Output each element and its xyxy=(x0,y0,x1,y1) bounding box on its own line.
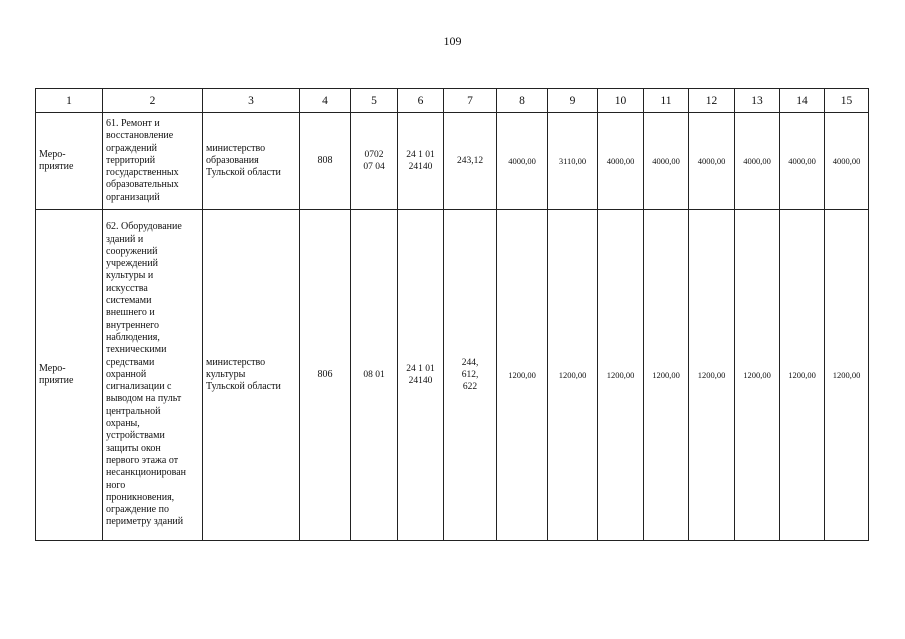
value-cell: 1200,00 xyxy=(780,210,825,541)
table-row xyxy=(36,113,869,210)
measure-name-cell xyxy=(103,113,203,210)
vr-cell: 244, 612, 622 xyxy=(444,210,497,541)
value-cell: 4000,00 xyxy=(497,113,548,210)
executor-text: министерство культуры Тульской области xyxy=(206,356,281,393)
column-header: 4 xyxy=(300,89,351,113)
vr-cell: 243,12 xyxy=(444,113,497,210)
measure-name-cell xyxy=(103,210,203,541)
column-header: 15 xyxy=(825,89,869,113)
measure-name-text: 61. Ремонт и восстановление ограждений территорий государственных образовательных организаций xyxy=(106,117,179,203)
measure-name-text: 62. Оборудование зданий и сооружений учреждений культуры и искусства системами внешнего и внутреннего наблюдения, техническими средствами охранной сигнализации с выводом на пульт центральной охраны, устройствами защиты окон первого этажа от несанкционирован ного проникновения, ограждение по периметру зданий xyxy=(106,221,187,528)
budget-table xyxy=(35,88,869,541)
column-header: 6 xyxy=(398,89,444,113)
grbs-cell: 806 xyxy=(300,210,351,541)
rzpr-cell: 0702 07 04 xyxy=(351,113,398,210)
csr-cell: 24 1 01 24140 xyxy=(398,113,444,210)
column-header: 3 xyxy=(203,89,300,113)
value-cell: 1200,00 xyxy=(825,210,869,541)
column-header: 5 xyxy=(351,89,398,113)
value-cell: 4000,00 xyxy=(598,113,644,210)
row-type-text: Меро- приятие xyxy=(39,362,74,386)
table-header-row xyxy=(36,89,869,113)
value-cell: 4000,00 xyxy=(644,113,689,210)
value-cell: 4000,00 xyxy=(689,113,735,210)
executor-cell xyxy=(203,113,300,210)
column-header: 10 xyxy=(598,89,644,113)
value-cell: 3110,00 xyxy=(548,113,598,210)
csr-cell: 24 1 01 24140 xyxy=(398,210,444,541)
value-cell: 1200,00 xyxy=(548,210,598,541)
column-header: 8 xyxy=(497,89,548,113)
table-row xyxy=(36,210,869,541)
column-header: 12 xyxy=(689,89,735,113)
value-cell: 1200,00 xyxy=(689,210,735,541)
value-cell: 1200,00 xyxy=(735,210,780,541)
column-header: 1 xyxy=(36,89,103,113)
column-header: 9 xyxy=(548,89,598,113)
value-cell: 4000,00 xyxy=(780,113,825,210)
page-number: 109 xyxy=(443,34,462,48)
value-cell: 1200,00 xyxy=(598,210,644,541)
column-header: 13 xyxy=(735,89,780,113)
grbs-cell: 808 xyxy=(300,113,351,210)
row-type-cell xyxy=(36,210,103,541)
row-type-cell xyxy=(36,113,103,210)
rzpr-cell: 08 01 xyxy=(351,210,398,541)
executor-text: министерство образования Тульской области xyxy=(206,142,281,179)
column-header: 14 xyxy=(780,89,825,113)
value-cell: 1200,00 xyxy=(497,210,548,541)
value-cell: 1200,00 xyxy=(644,210,689,541)
value-cell: 4000,00 xyxy=(825,113,869,210)
column-header: 7 xyxy=(444,89,497,113)
executor-cell xyxy=(203,210,300,541)
column-header: 2 xyxy=(103,89,203,113)
value-cell: 4000,00 xyxy=(735,113,780,210)
row-type-text: Меро- приятие xyxy=(39,148,74,172)
column-header: 11 xyxy=(644,89,689,113)
